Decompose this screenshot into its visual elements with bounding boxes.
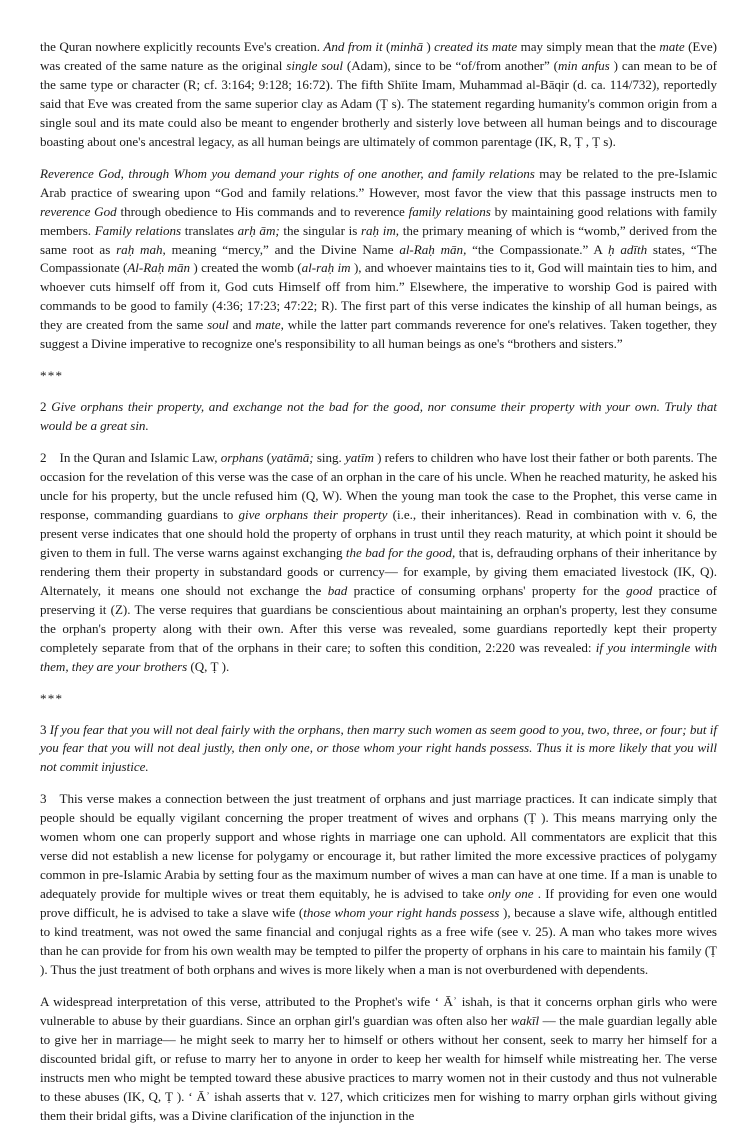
text-run: the primary meaning of which is “womb,” derived from the same root as: [40, 222, 717, 257]
text-run: states, “The Compassionate (: [40, 241, 717, 276]
italic-text-run: al-raḥ im: [301, 260, 351, 276]
italic-text-run: yatīm: [344, 450, 374, 466]
italic-text-run: family relations: [408, 203, 491, 219]
text-run: A widespread interpretation of this verse, attributed to the Prophet's wife ʻ Āʾ ishah, is that it concerns orphan girls who were vulnerable to abuse by their guardians. Since an orphan girl's guardian was often also her: [40, 993, 717, 1028]
commentary-paragraph: [40, 165, 717, 355]
section-separator: ***: [40, 690, 64, 706]
italic-text-run: Family relations: [94, 222, 182, 238]
quran-verse-text: [40, 721, 717, 778]
text-run: may be related to the pre-Islamic Arab practice of swearing upon “God and family relations.” However, most favor the view that this passage instructs men to: [40, 165, 718, 200]
text-run: through obedience to His commands and to reverence: [116, 203, 409, 219]
italic-text-run: reverence God: [40, 203, 117, 219]
italic-text-run: Al-Raḥ mān: [127, 260, 191, 276]
italic-text-run: the bad for the good,: [345, 544, 456, 560]
section-separator: ***: [40, 368, 64, 384]
italic-text-run: raḥ im,: [360, 222, 400, 238]
commentary-paragraph: [40, 993, 717, 1126]
quran-verse-text: [40, 398, 717, 436]
text-run: sing.: [313, 450, 345, 466]
italic-text-run: give orphans their property: [238, 506, 388, 522]
commentary-paragraph-numbered: [40, 449, 717, 676]
text-run: ), because a slave wife, although entitled to kind treatment, was not owed the same financial and conjugal rights as a free wife (see v. 25). A man who takes more wives than he can provide for from his own wealth may be tempted to pilfer the property of orphans in his care to maintain his family (Ṭ ). Thus the just treatment of both orphans and wives is more likely when a man is not overburdened with dependents.: [40, 905, 717, 977]
text-run: (i.e., their inheritances). Read in combination with v. 6, the present verse indicates that one should hold the property of orphans in trust until they reach maturity, at which point it should be given to them in full. The verse warns against exchanging: [40, 506, 718, 560]
text-run: 3: [40, 721, 50, 737]
verse-number-marker: 3: [40, 791, 47, 807]
text-run: and: [228, 317, 256, 333]
italic-text-run: wakīl: [510, 1012, 540, 1028]
text-run: the Quran nowhere explicitly recounts Eve's creation.: [40, 39, 324, 54]
italic-text-run: those whom your right hands possess: [303, 905, 500, 921]
text-run: meaning “mercy,” and the Divine Name: [165, 241, 400, 257]
italic-text-run: orphans: [220, 450, 264, 466]
italic-text-run: minhā: [390, 39, 423, 54]
text-run: (Eve) was created of the same nature as the original: [40, 39, 718, 73]
italic-text-run: min anfus: [558, 57, 610, 73]
italic-text-run: created its mate: [434, 39, 518, 54]
italic-text-run: mate: [659, 39, 685, 54]
text-run: ) can mean to be of the same type or character (R; cf. 3:164; 9:128; 16:72). The fifth Shīite Imam, Muhammad al-Bāqir (d. ca. 114/732), reportedly said that Eve was created from the same superior clay as Adam (Ṭ s). The statement regarding humanity's common origin from a single soul and its mate could also be meant to engender brotherly and sisterly love between all human beings and to discourage boasting about one's ancestral legacy, as all human beings are ultimately of common parentage (IK, R, Ṭ , Ṭ s).: [40, 57, 718, 149]
italic-text-run: ḥ adīth: [607, 241, 648, 257]
text-run: ) created the womb (: [190, 260, 302, 276]
italic-text-run: al-Raḥ mān,: [399, 241, 467, 257]
commentary-paragraph-numbered: [40, 790, 717, 980]
text-run: 2: [40, 399, 52, 415]
text-run: (Q, Ṭ ).: [187, 658, 230, 674]
italic-text-run: only one: [488, 886, 534, 902]
italic-text-run: soul: [207, 317, 229, 333]
text-run: (: [263, 450, 271, 466]
italic-text-run: If you fear that you will not deal fairly with the orphans, then marry such women as seem good to you, two, three, or four; but if you fear that you will not deal justly, then only one, or those whom your right hands possess. Thus it is more likely that you will not commit injustice.: [40, 721, 717, 775]
italic-text-run: single soul: [286, 57, 343, 73]
italic-text-run: yatāmā;: [270, 450, 314, 466]
italic-text-run: good: [626, 582, 653, 598]
text-run: In the Quran and Islamic Law,: [59, 450, 221, 466]
text-run: practice of consuming orphans' property for the: [347, 582, 627, 598]
italic-text-run: mate,: [255, 317, 284, 333]
text-run: practice of preserving it (Z). The verse requires that guardians be conscientious about maintaining an orphan's property, lest they consume the orphan's property along with their own. After this verse was revealed, some guardians reportedly kept their property completely separate from that of the orphans in their care; to soften this condition, 2:220 was revealed:: [40, 582, 718, 655]
text-run: the singular is: [279, 222, 361, 238]
text-run: ), and whoever maintains ties to it, God will maintain ties to him, and whoever cuts himself off from it, God cuts Himself off from him.” Elsewhere, the imperative to worship God is paired with commands to be good to family (4:36; 17:23; 47:22; R). The first part of this verse indicates the kinship of all human beings, as they are created from the same: [40, 260, 717, 333]
commentary-paragraph: [40, 38, 717, 152]
verse-number-marker: 2: [40, 450, 47, 466]
italic-text-run: arḥ ām;: [237, 222, 280, 238]
italic-text-run: And from it: [323, 39, 387, 54]
text-run: translates: [181, 222, 238, 238]
italic-text-run: raḥ mah,: [116, 241, 166, 257]
italic-text-run: Reverence God, through Whom you demand your rights of one another, and family relations: [40, 165, 535, 181]
page-content-column: [40, 38, 717, 1126]
text-run: — the male guardian legally able to give her in marriage— he might seek to marry her to himself or others without her consent, seek to marry her himself for a discounted bridal gift, or refuse to marry her to anyone in order to keep her wealth for himself while mistreating her. The verse instructs men who might be tempted toward these abusive practices to marry women not in their custody and thus not vulnerable to these abuses (IK, Q, Ṭ ). ʻ Āʾ ishah asserts that v. 127, which criticizes men for wishing to marry orphan girls without giving them their bridal gifts, was a Divine clarification of the injunction in the: [40, 1012, 717, 1123]
italic-text-run: Give orphans their property, and exchange not the bad for the good, nor consume their property with your own. Truly that would be a great sin.: [40, 399, 717, 434]
text-run: (: [386, 39, 391, 54]
text-run: that is, defrauding orphans of their inheritance by rendering them their property in substandard goods or currency— for example, by giving them emaciated livestock (IK, Q). Alternately, it means one should not exchange the: [40, 544, 717, 598]
text-run: may simply mean that the: [517, 39, 660, 54]
text-run: (Adam), since to be “of/from another” (: [343, 57, 558, 73]
text-run: by maintaining good relations with family members.: [40, 203, 718, 238]
text-run: . If providing for even one would prove difficult, he is advised to take a slave wife (: [40, 886, 717, 921]
text-run: while the latter part commands reverence for one's relatives. Taken together, they suggest a Divine imperative to recognize one's responsibility to all human beings as one's “brothers and sisters.”: [40, 317, 717, 352]
italic-text-run: if you intermingle with them, they are your brothers: [40, 639, 717, 674]
italic-text-run: bad: [327, 582, 348, 598]
text-run: This verse makes a connection between the just treatment of orphans and just marriage practices. It can indicate simply that people should be equally vigilant concerning the proper treatment of wives and orphans (Ṭ ). This means marrying only the women whom one can properly support and whose rights in marriage one can uphold. All commentators are explicit that this verse did not establish a new license for polygamy or encourage it, but rather limited the more excessive practices of polygamy common in pre-Islamic Arabia by setting four as the maximum number of wives a man can have at one time. If a man is unable to adequately provide for multiple wives or treat them equitably, he is advised to take: [40, 791, 717, 902]
text-run: “the Compassionate.” A: [466, 241, 608, 257]
text-run: ) refers to children who have lost their father or both parents. The occasion for the revelation of this verse was the case of an orphan in the care of his uncle. When he reached maturity, he asked his uncle for his property, but the uncle refused him (Q, W). When the young man took the case to the Prophet, this verse came in response, commanding guardians to: [40, 450, 717, 522]
text-run: ): [422, 39, 435, 54]
